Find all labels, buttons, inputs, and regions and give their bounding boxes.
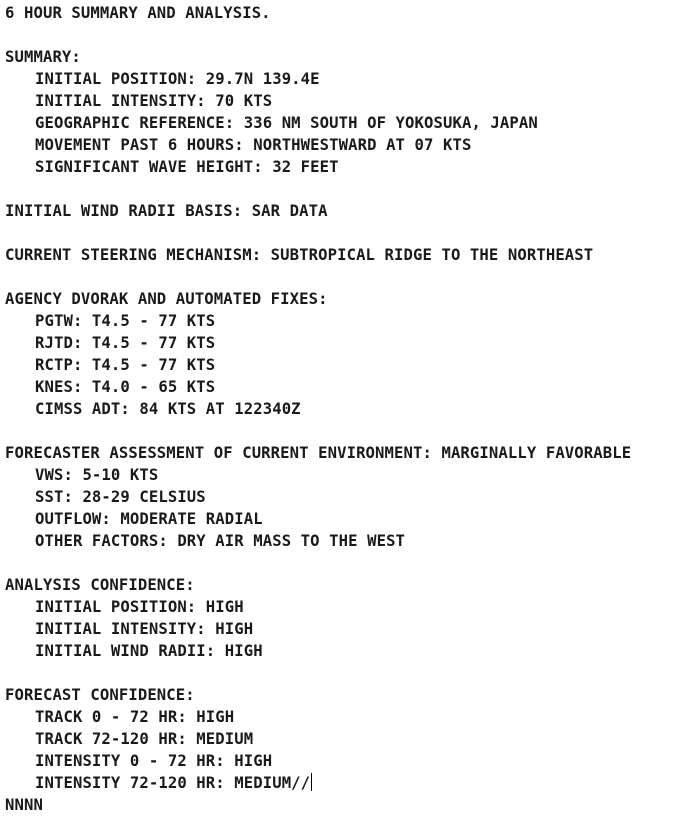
spacer <box>5 662 631 684</box>
forecast-confidence-intensity-long: INTENSITY 72-120 HR: MEDIUM// <box>35 774 311 792</box>
environment-heading: FORECASTER ASSESSMENT OF CURRENT ENVIRONMENT: MARGINALLY FAVORABLE <box>5 444 632 462</box>
spacer <box>5 178 631 200</box>
fix-cimss-adt: CIMSS ADT: 84 KTS AT 122340Z <box>35 400 301 418</box>
document-footer: NNNN <box>5 796 43 814</box>
forecast-confidence-intensity-short: INTENSITY 0 - 72 HR: HIGH <box>35 752 273 770</box>
document-title: 6 HOUR SUMMARY AND ANALYSIS. <box>5 4 271 22</box>
fix-rjtd: RJTD: T4.5 - 77 KTS <box>35 334 216 352</box>
summary-geographic-reference: GEOGRAPHIC REFERENCE: 336 NM SOUTH OF YOKOSUKA, JAPAN <box>35 114 538 132</box>
forecast-confidence-intensity-long-row[interactable] <box>5 772 631 794</box>
forecast-confidence-track-long: TRACK 72-120 HR: MEDIUM <box>35 730 254 748</box>
forecast-confidence-heading: FORECAST CONFIDENCE: <box>5 686 195 704</box>
analysis-confidence-intensity: INITIAL INTENSITY: HIGH <box>35 620 254 638</box>
wind-radii-basis: INITIAL WIND RADII BASIS: SAR DATA <box>5 202 328 220</box>
summary-initial-intensity: INITIAL INTENSITY: 70 KTS <box>35 92 273 110</box>
summary-wave-height: SIGNIFICANT WAVE HEIGHT: 32 FEET <box>35 158 339 176</box>
text-cursor <box>311 773 312 791</box>
spacer <box>5 266 631 288</box>
environment-other-factors: OTHER FACTORS: DRY AIR MASS TO THE WEST <box>35 532 406 550</box>
summary-initial-position: INITIAL POSITION: 29.7N 139.4E <box>35 70 320 88</box>
spacer <box>5 420 631 442</box>
fix-knes: KNES: T4.0 - 65 KTS <box>35 378 216 396</box>
steering-mechanism: CURRENT STEERING MECHANISM: SUBTROPICAL RIDGE TO THE NORTHEAST <box>5 246 594 264</box>
analysis-confidence-heading: ANALYSIS CONFIDENCE: <box>5 576 195 594</box>
spacer <box>5 222 631 244</box>
spacer <box>5 552 631 574</box>
environment-vws: VWS: 5-10 KTS <box>35 466 159 484</box>
environment-sst: SST: 28-29 CELSIUS <box>35 488 206 506</box>
bulletin-document <box>5 2 631 816</box>
spacer <box>5 24 631 46</box>
fix-rctp: RCTP: T4.5 - 77 KTS <box>35 356 216 374</box>
environment-outflow: OUTFLOW: MODERATE RADIAL <box>35 510 263 528</box>
analysis-confidence-position: INITIAL POSITION: HIGH <box>35 598 244 616</box>
summary-movement: MOVEMENT PAST 6 HOURS: NORTHWESTWARD AT 07 KTS <box>35 136 472 154</box>
summary-heading: SUMMARY: <box>5 48 81 66</box>
analysis-confidence-wind-radii: INITIAL WIND RADII: HIGH <box>35 642 263 660</box>
fixes-heading: AGENCY DVORAK AND AUTOMATED FIXES: <box>5 290 328 308</box>
fix-pgtw: PGTW: T4.5 - 77 KTS <box>35 312 216 330</box>
forecast-confidence-track-short: TRACK 0 - 72 HR: HIGH <box>35 708 235 726</box>
